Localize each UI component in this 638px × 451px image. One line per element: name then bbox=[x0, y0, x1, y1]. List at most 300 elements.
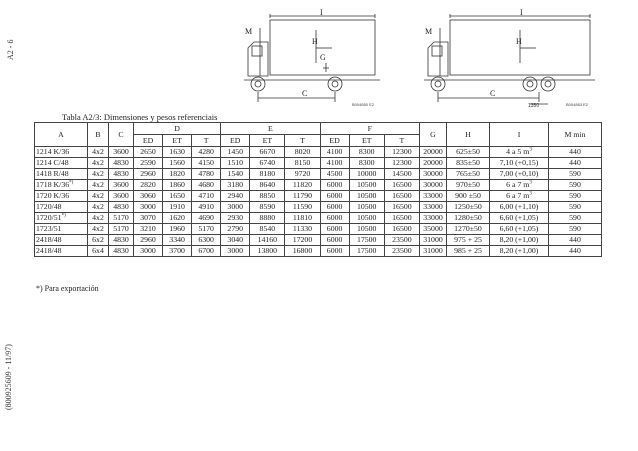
cell-text: 4150 bbox=[198, 158, 214, 167]
cell-text: 33000 bbox=[423, 213, 443, 222]
cell-h bbox=[447, 224, 490, 235]
cell-text: 3060 bbox=[140, 191, 156, 200]
cell-text: 1214 K/36 bbox=[36, 147, 70, 156]
cell-text: 1450 bbox=[227, 147, 244, 156]
cell-b bbox=[88, 224, 109, 235]
cell-text: 900 ±50 bbox=[455, 191, 481, 200]
cell-g bbox=[420, 224, 447, 235]
cell-f-t bbox=[384, 180, 419, 191]
cell-text: 440 bbox=[569, 147, 581, 156]
dimensions-weights-table bbox=[34, 122, 602, 257]
drawing1-label-i: I bbox=[320, 8, 323, 17]
cell-f-t bbox=[384, 202, 419, 213]
cell-f-t bbox=[384, 147, 419, 158]
cell-d-et bbox=[163, 180, 192, 191]
cell-f-et bbox=[349, 158, 384, 169]
cell-text: 3600 bbox=[113, 180, 129, 189]
cell-m bbox=[549, 224, 602, 235]
cell-text: 2960 bbox=[140, 169, 156, 178]
cell-text: 10500 bbox=[356, 180, 377, 189]
cell-text: 17500 bbox=[356, 246, 377, 255]
header-m: M min bbox=[549, 123, 602, 147]
cell-c bbox=[109, 191, 134, 202]
drawing2-label-c: C bbox=[490, 89, 496, 98]
cell-d-t bbox=[192, 158, 221, 169]
cell-text: 1250±50 bbox=[454, 202, 482, 211]
cell-text: 14160 bbox=[257, 235, 278, 244]
cell-text: 765±50 bbox=[456, 169, 480, 178]
cell-text: 1620 bbox=[169, 213, 185, 222]
cell-e-ed bbox=[221, 191, 250, 202]
cell-text: 4680 bbox=[198, 180, 214, 189]
cell-text: 4100 bbox=[326, 147, 343, 156]
cell-text: 3600 bbox=[113, 147, 129, 156]
cell-text: 16500 bbox=[392, 213, 412, 222]
cell-text: 8590 bbox=[259, 202, 276, 211]
subheader-d-ed: ED bbox=[134, 135, 163, 147]
cell-e-t bbox=[285, 246, 320, 257]
cell-h bbox=[447, 191, 490, 202]
cell-a bbox=[35, 169, 88, 180]
cell-i bbox=[490, 147, 549, 158]
cell-c bbox=[109, 224, 134, 235]
cell-g bbox=[420, 158, 447, 169]
cell-text: 8020 bbox=[294, 147, 311, 156]
cell-g bbox=[420, 180, 447, 191]
cell-c bbox=[109, 169, 134, 180]
cell-text: 6000 bbox=[326, 235, 343, 244]
cell-d-et bbox=[163, 158, 192, 169]
cell-text: 6670 bbox=[259, 147, 276, 156]
cell-i bbox=[490, 180, 549, 191]
cell-text: 4780 bbox=[198, 169, 214, 178]
cell-text: 4100 bbox=[326, 158, 343, 167]
cell-i bbox=[490, 224, 549, 235]
cell-a bbox=[35, 202, 88, 213]
cell-m bbox=[549, 180, 602, 191]
cell-text: 440 bbox=[569, 158, 581, 167]
cell-text: 8540 bbox=[259, 224, 276, 233]
drawing2-code: B004863 E2 bbox=[566, 102, 589, 107]
table-row bbox=[35, 158, 602, 169]
cell-text: 3040 bbox=[227, 235, 244, 244]
drawing2-label-h: H bbox=[516, 37, 522, 46]
cell-f-et bbox=[349, 246, 384, 257]
cell-text: 1820 bbox=[169, 169, 185, 178]
table-row bbox=[35, 180, 602, 191]
cell-f-ed bbox=[320, 235, 349, 246]
cell-d-et bbox=[163, 202, 192, 213]
superscript: 3 bbox=[529, 147, 532, 153]
cell-f-t bbox=[384, 235, 419, 246]
cell-e-t bbox=[285, 213, 320, 224]
cell-text: 16500 bbox=[392, 180, 412, 189]
header-h: H bbox=[447, 123, 490, 147]
cell-h bbox=[447, 158, 490, 169]
cell-text: 8880 bbox=[259, 213, 276, 222]
cell-text: 6000 bbox=[326, 213, 343, 222]
cell-i bbox=[490, 169, 549, 180]
cell-f-ed bbox=[320, 213, 349, 224]
cell-text: 985 + 25 bbox=[454, 246, 482, 255]
cell-text: 4x2 bbox=[92, 147, 104, 156]
cell-text: 6300 bbox=[198, 235, 214, 244]
truck-drawing-6x2 bbox=[420, 8, 605, 108]
cell-d-et bbox=[163, 147, 192, 158]
cell-text: 8,20 (+1,00) bbox=[499, 235, 539, 244]
cell-text: 10500 bbox=[356, 191, 377, 200]
cell-e-ed bbox=[221, 246, 250, 257]
drawing2-dimension: 1350 bbox=[528, 103, 540, 108]
cell-text: 8300 bbox=[358, 147, 375, 156]
cell-text: 4830 bbox=[113, 246, 129, 255]
drawing1-label-c: C bbox=[302, 89, 308, 98]
cell-m bbox=[549, 191, 602, 202]
cell-m bbox=[549, 158, 602, 169]
cell-d-et bbox=[163, 169, 192, 180]
cell-text: 4x2 bbox=[92, 169, 104, 178]
cell-text: 4830 bbox=[113, 158, 129, 167]
cell-h bbox=[447, 180, 490, 191]
cell-text: 33000 bbox=[423, 202, 443, 211]
cell-text: 4x2 bbox=[92, 202, 104, 211]
cell-g bbox=[420, 202, 447, 213]
header-c: C bbox=[109, 123, 134, 147]
table-row bbox=[35, 235, 602, 246]
cell-text: 3000 bbox=[227, 202, 244, 211]
superscript: 3 bbox=[529, 191, 532, 197]
subheader-e-ed: ED bbox=[221, 135, 250, 147]
cell-text: 590 bbox=[569, 191, 581, 200]
cell-h bbox=[447, 235, 490, 246]
cell-text: 6000 bbox=[326, 191, 343, 200]
cell-e-et bbox=[250, 202, 285, 213]
drawing1-label-g: G bbox=[320, 53, 326, 62]
cell-text: 20000 bbox=[423, 158, 443, 167]
cell-text: 6,00 (+1,10) bbox=[499, 202, 539, 211]
cell-d-ed bbox=[134, 235, 163, 246]
cell-text: 7,10 (+0,15) bbox=[499, 158, 539, 167]
cell-text: 13800 bbox=[257, 246, 278, 255]
cell-text: 1540 bbox=[227, 169, 244, 178]
cell-d-t bbox=[192, 169, 221, 180]
cell-text: 590 bbox=[569, 224, 581, 233]
cell-m bbox=[549, 147, 602, 158]
header-g: G bbox=[420, 123, 447, 147]
cell-f-t bbox=[384, 246, 419, 257]
cell-text: 1630 bbox=[169, 147, 185, 156]
table-row bbox=[35, 213, 602, 224]
cell-text: 23500 bbox=[392, 235, 412, 244]
cell-text: 590 bbox=[569, 169, 581, 178]
cell-text: 1280±50 bbox=[454, 213, 482, 222]
footnote: *) Para exportación bbox=[36, 284, 99, 293]
cell-e-t bbox=[285, 180, 320, 191]
cell-text: 6 a 7 m bbox=[506, 180, 530, 189]
cell-text: 33000 bbox=[423, 191, 443, 200]
cell-e-ed bbox=[221, 235, 250, 246]
cell-d-et bbox=[163, 224, 192, 235]
cell-d-ed bbox=[134, 147, 163, 158]
subheader-f-t: T bbox=[384, 135, 419, 147]
cell-f-ed bbox=[320, 169, 349, 180]
cell-text: 20000 bbox=[423, 147, 443, 156]
cell-text: 3070 bbox=[140, 213, 156, 222]
cell-g bbox=[420, 246, 447, 257]
cell-f-t bbox=[384, 169, 419, 180]
cell-d-ed bbox=[134, 246, 163, 257]
cell-d-et bbox=[163, 213, 192, 224]
drawing2-label-m: M bbox=[425, 27, 433, 36]
cell-text: 4830 bbox=[113, 169, 129, 178]
cell-text: 1418 R/48 bbox=[36, 169, 69, 178]
cell-text: 6x4 bbox=[92, 246, 104, 255]
cell-text: 7,00 (+0,10) bbox=[499, 169, 539, 178]
cell-d-ed bbox=[134, 169, 163, 180]
table-row bbox=[35, 202, 602, 213]
truck-drawing-4x2 bbox=[240, 8, 390, 108]
cell-text: 1270±50 bbox=[454, 224, 482, 233]
cell-text: 2590 bbox=[140, 158, 156, 167]
cell-d-ed bbox=[134, 202, 163, 213]
table-body bbox=[35, 147, 602, 257]
cell-e-t bbox=[285, 191, 320, 202]
table-caption: Tabla A2/3: Dimensiones y pesos referenciais bbox=[62, 112, 218, 122]
drawing1-code: B004850 E2 bbox=[352, 102, 375, 107]
cell-f-et bbox=[349, 224, 384, 235]
cell-e-ed bbox=[221, 147, 250, 158]
header-e: E bbox=[221, 123, 320, 135]
cell-h bbox=[447, 169, 490, 180]
cell-text: 8850 bbox=[259, 191, 276, 200]
cell-f-ed bbox=[320, 202, 349, 213]
cell-text: 6,60 (+1,05) bbox=[499, 224, 539, 233]
cell-text: 6000 bbox=[326, 224, 343, 233]
header-b: B bbox=[88, 123, 109, 147]
cell-i bbox=[490, 213, 549, 224]
cell-a bbox=[35, 180, 88, 191]
cell-d-ed bbox=[134, 213, 163, 224]
cell-text: 16500 bbox=[392, 224, 412, 233]
cell-d-ed bbox=[134, 191, 163, 202]
cell-text: 11810 bbox=[292, 213, 313, 222]
subheader-d-et: ET bbox=[163, 135, 192, 147]
cell-text: 440 bbox=[569, 235, 581, 244]
cell-m bbox=[549, 213, 602, 224]
cell-c bbox=[109, 158, 134, 169]
cell-e-ed bbox=[221, 202, 250, 213]
cell-e-t bbox=[285, 147, 320, 158]
cell-text: 11820 bbox=[292, 180, 313, 189]
cell-f-t bbox=[384, 191, 419, 202]
cell-g bbox=[420, 147, 447, 158]
cell-text: 590 bbox=[569, 213, 581, 222]
cell-text: 3180 bbox=[227, 180, 244, 189]
cell-text: 3340 bbox=[169, 235, 185, 244]
cell-d-et bbox=[163, 246, 192, 257]
cell-text: 4x2 bbox=[92, 224, 104, 233]
cell-f-et bbox=[349, 180, 384, 191]
cell-e-t bbox=[285, 202, 320, 213]
cell-b bbox=[88, 202, 109, 213]
cell-i bbox=[490, 202, 549, 213]
cell-text: 35000 bbox=[423, 224, 443, 233]
cell-b bbox=[88, 235, 109, 246]
cell-text: 12300 bbox=[392, 158, 412, 167]
cell-g bbox=[420, 213, 447, 224]
cell-d-ed bbox=[134, 180, 163, 191]
cell-text: 3000 bbox=[140, 202, 156, 211]
cell-g bbox=[420, 169, 447, 180]
drawing1-label-h: H bbox=[312, 37, 318, 46]
subheader-f-et: ET bbox=[349, 135, 384, 147]
cell-text: 8,20 (+1,00) bbox=[499, 246, 539, 255]
cell-c bbox=[109, 202, 134, 213]
cell-text: 4830 bbox=[113, 202, 129, 211]
cell-text: 16500 bbox=[392, 202, 412, 211]
cell-d-ed bbox=[134, 224, 163, 235]
cell-c bbox=[109, 180, 134, 191]
cell-e-et bbox=[250, 147, 285, 158]
cell-text: 4500 bbox=[326, 169, 343, 178]
cell-text: 4x2 bbox=[92, 180, 104, 189]
cell-text: 1723/51 bbox=[36, 224, 62, 233]
cell-text: 10500 bbox=[356, 202, 377, 211]
cell-b bbox=[88, 147, 109, 158]
cell-text: 14500 bbox=[392, 169, 412, 178]
cell-text: 2650 bbox=[140, 147, 156, 156]
cell-d-t bbox=[192, 235, 221, 246]
cell-f-et bbox=[349, 213, 384, 224]
cell-text: 3210 bbox=[140, 224, 156, 233]
cell-text: 10500 bbox=[356, 213, 377, 222]
cell-text: 4910 bbox=[198, 202, 214, 211]
cell-d-t bbox=[192, 246, 221, 257]
cell-d-ed bbox=[134, 158, 163, 169]
cell-a bbox=[35, 147, 88, 158]
cell-f-ed bbox=[320, 147, 349, 158]
cell-text: 16800 bbox=[292, 246, 313, 255]
cell-b bbox=[88, 213, 109, 224]
cell-text: 6700 bbox=[198, 246, 214, 255]
cell-text: 30000 bbox=[423, 169, 443, 178]
cell-text: 975 + 25 bbox=[454, 235, 482, 244]
cell-h bbox=[447, 147, 490, 158]
superscript: *) bbox=[69, 180, 74, 186]
cell-d-et bbox=[163, 235, 192, 246]
cell-text: 5170 bbox=[113, 224, 129, 233]
cell-e-et bbox=[250, 224, 285, 235]
table-row bbox=[35, 191, 602, 202]
cell-text: 8180 bbox=[259, 169, 276, 178]
cell-text: 4280 bbox=[198, 147, 214, 156]
cell-text: 2418/48 bbox=[36, 246, 62, 255]
cell-g bbox=[420, 191, 447, 202]
cell-text: 590 bbox=[569, 180, 581, 189]
cell-text: 12300 bbox=[392, 147, 412, 156]
subheader-e-et: ET bbox=[250, 135, 285, 147]
cell-d-t bbox=[192, 191, 221, 202]
cell-text: 31000 bbox=[423, 246, 443, 255]
cell-text: 9720 bbox=[294, 169, 311, 178]
cell-e-et bbox=[250, 158, 285, 169]
cell-b bbox=[88, 246, 109, 257]
cell-text: 23500 bbox=[392, 246, 412, 255]
cell-text: 5170 bbox=[198, 224, 214, 233]
cell-text: 4710 bbox=[198, 191, 214, 200]
cell-text: 3600 bbox=[113, 191, 129, 200]
subheader-d-t: T bbox=[192, 135, 221, 147]
table-row bbox=[35, 147, 602, 158]
superscript: *) bbox=[61, 213, 66, 219]
document-code: (800925609 - 11/97) bbox=[4, 344, 13, 410]
cell-text: 1720 K/36 bbox=[36, 191, 70, 200]
cell-text: 6000 bbox=[326, 246, 343, 255]
cell-h bbox=[447, 213, 490, 224]
cell-text: 6000 bbox=[326, 202, 343, 211]
cell-text: 1910 bbox=[169, 202, 185, 211]
cell-h bbox=[447, 246, 490, 257]
cell-text: 2960 bbox=[140, 235, 156, 244]
cell-text: 4690 bbox=[198, 213, 214, 222]
cell-a bbox=[35, 235, 88, 246]
cell-text: 11790 bbox=[292, 191, 313, 200]
cell-a bbox=[35, 213, 88, 224]
cell-e-ed bbox=[221, 213, 250, 224]
cell-text: 6740 bbox=[259, 158, 276, 167]
cell-text: 16500 bbox=[392, 191, 412, 200]
cell-text: 8640 bbox=[259, 180, 276, 189]
cell-b bbox=[88, 169, 109, 180]
cell-text: 1214 C/48 bbox=[36, 158, 69, 167]
header-f: F bbox=[320, 123, 419, 135]
cell-text: 31000 bbox=[423, 235, 443, 244]
cell-d-et bbox=[163, 191, 192, 202]
cell-text: 590 bbox=[569, 202, 581, 211]
cell-c bbox=[109, 246, 134, 257]
cell-d-t bbox=[192, 224, 221, 235]
cell-f-ed bbox=[320, 224, 349, 235]
cell-e-ed bbox=[221, 224, 250, 235]
cell-d-t bbox=[192, 213, 221, 224]
cell-e-t bbox=[285, 158, 320, 169]
header-d: D bbox=[134, 123, 221, 135]
cell-text: 1650 bbox=[169, 191, 185, 200]
cell-a bbox=[35, 158, 88, 169]
cell-text: 1860 bbox=[169, 180, 185, 189]
cell-f-ed bbox=[320, 246, 349, 257]
cell-text: 2418/48 bbox=[36, 235, 62, 244]
cell-text: 4 a 5 m bbox=[506, 147, 530, 156]
page-label: A2 - 6 bbox=[6, 39, 15, 60]
cell-d-t bbox=[192, 202, 221, 213]
table-row bbox=[35, 224, 602, 235]
cell-b bbox=[88, 191, 109, 202]
superscript: 3 bbox=[529, 180, 532, 186]
cell-text: 2790 bbox=[227, 224, 244, 233]
cell-text: 835±50 bbox=[456, 158, 480, 167]
table-row bbox=[35, 169, 602, 180]
cell-text: 2930 bbox=[227, 213, 244, 222]
cell-text: 6 a 7 m bbox=[506, 191, 530, 200]
cell-text: 6x2 bbox=[92, 235, 104, 244]
cell-a bbox=[35, 191, 88, 202]
cell-e-ed bbox=[221, 180, 250, 191]
cell-f-t bbox=[384, 158, 419, 169]
cell-f-et bbox=[349, 235, 384, 246]
cell-e-et bbox=[250, 235, 285, 246]
cell-c bbox=[109, 235, 134, 246]
